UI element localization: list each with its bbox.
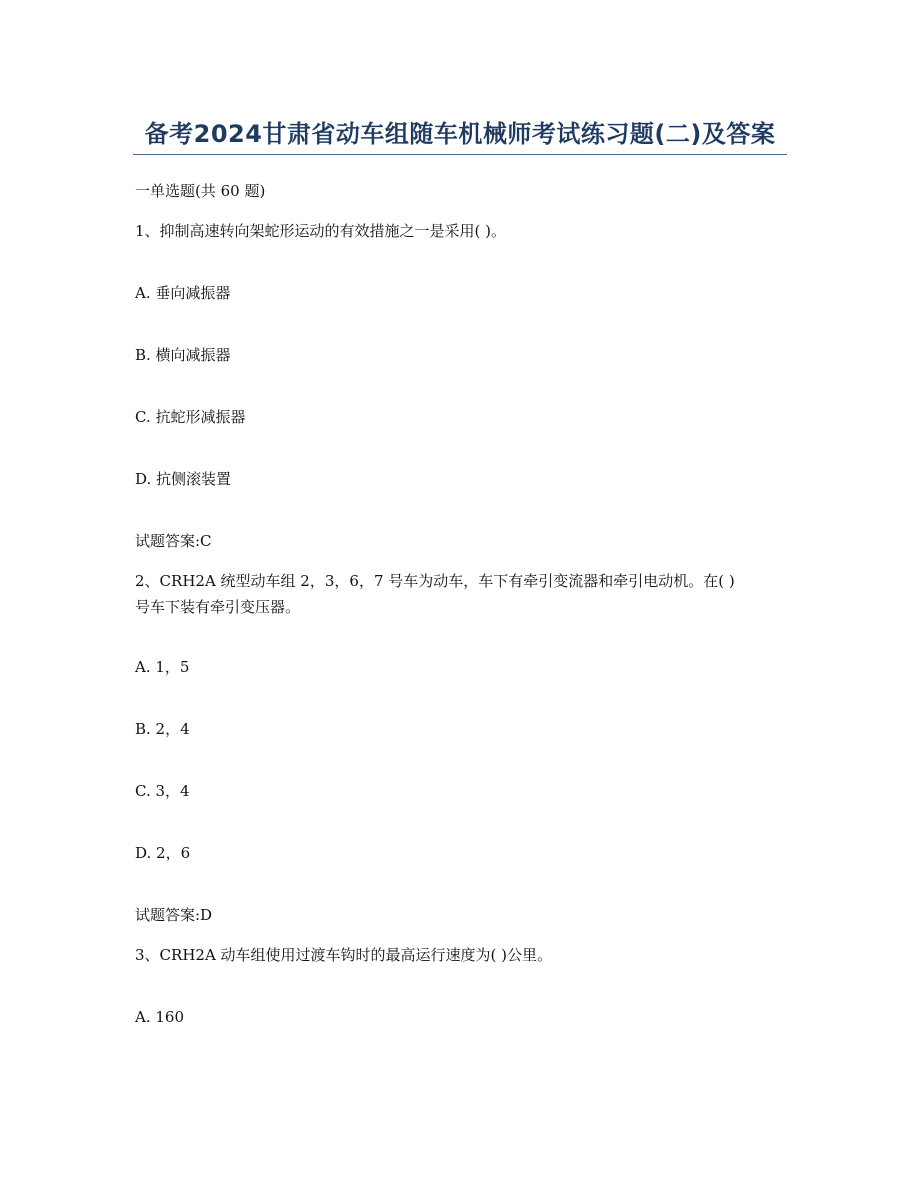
question-2-option-a: A. 1，5 [135, 658, 190, 676]
section-header: 一单选题(共 60 题) [135, 182, 266, 200]
question-1-option-b: B. 横向减振器 [135, 346, 231, 364]
question-1-answer: 试题答案:C [135, 532, 212, 550]
title-divider [133, 154, 787, 155]
question-1-option-c: C. 抗蛇形减振器 [135, 408, 246, 426]
question-1-option-d: D. 抗侧滚装置 [135, 470, 232, 488]
question-1-option-a: A. 垂向减振器 [135, 284, 231, 302]
question-2-option-c: C. 3，4 [135, 782, 190, 800]
document-title: 备考2024甘肃省动车组随车机械师考试练习题(二)及答案 [144, 120, 776, 148]
question-2-option-b: B. 2，4 [135, 720, 190, 738]
question-3-option-a: A. 160 [135, 1008, 184, 1026]
question-2-stem-line1: 2、CRH2A 统型动车组 2，3，6，7 号车为动车，车下有牵引变流器和牵引电动机。在( ) [135, 572, 735, 590]
question-2-option-d: D. 2，6 [135, 844, 191, 862]
question-2-stem-line2: 号车下装有牵引变压器。 [135, 598, 301, 616]
question-1-stem: 1、抑制高速转向架蛇形运动的有效措施之一是采用( )。 [135, 222, 507, 240]
question-2-answer: 试题答案:D [135, 906, 213, 924]
question-3-stem: 3、CRH2A 动车组使用过渡车钩时的最高运行速度为( )公里。 [135, 946, 553, 964]
